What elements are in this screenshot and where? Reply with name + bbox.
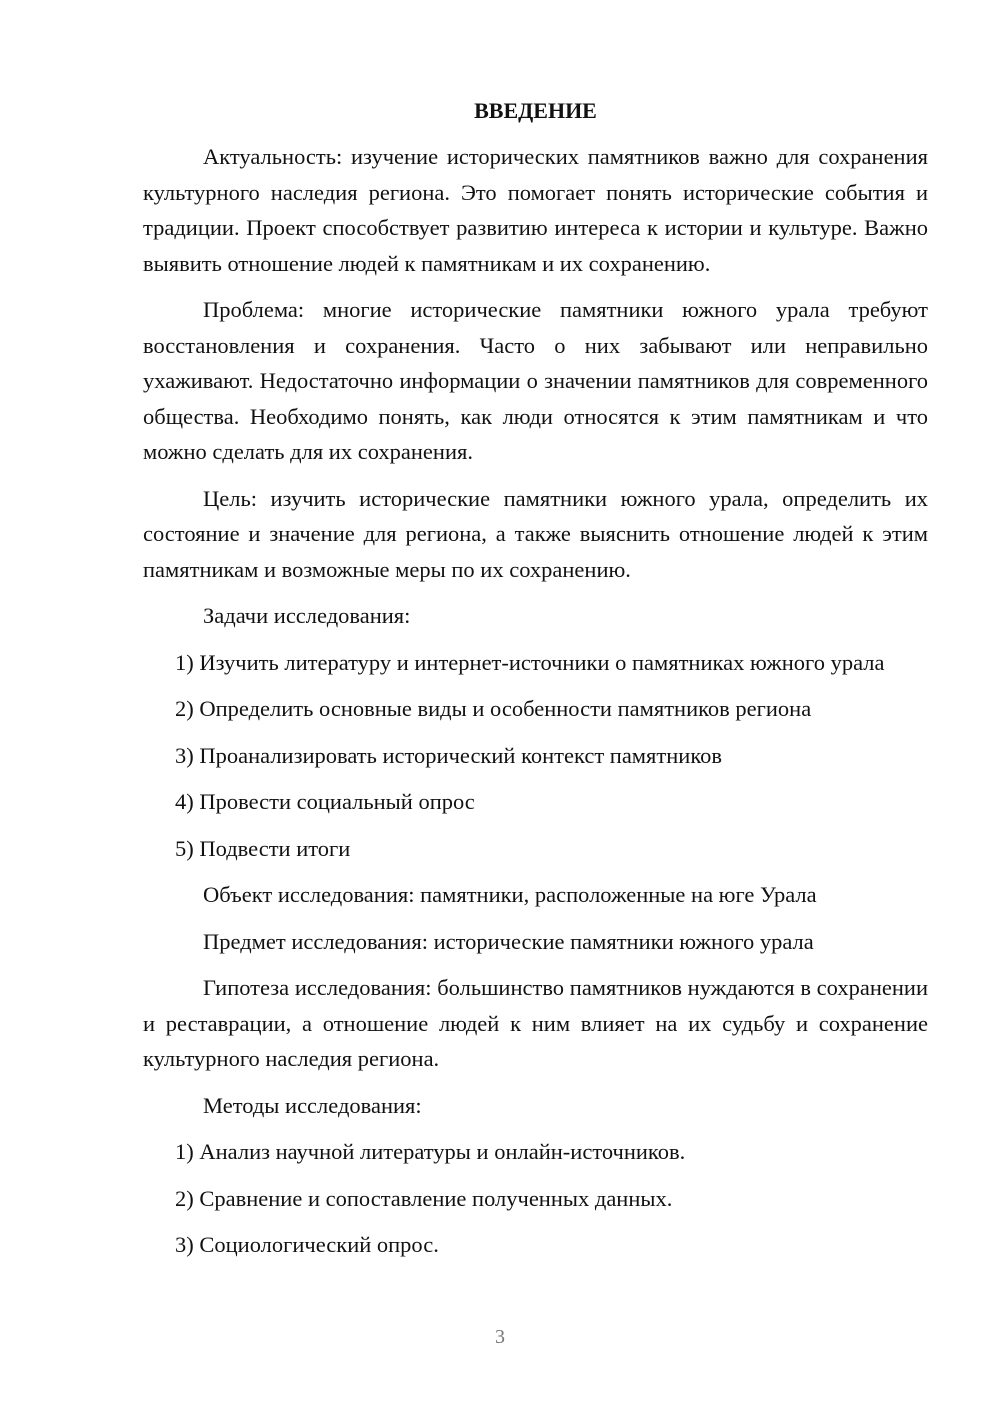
page-content [143,93,928,1274]
method-item: 3) Социологический опрос. [175,1232,439,1257]
tasks-list [143,645,928,867]
page-number: 3 [495,1326,505,1348]
tasks-heading: Задачи исследования: [203,603,411,628]
method-item: 1) Анализ научной литературы и онлайн-источников. [175,1139,686,1164]
task-item: 5) Подвести итоги [175,835,351,861]
task-item: 3) Проанализировать исторический контекст памятников [175,742,722,768]
goal-paragraph: Цель: изучить исторические памятники южного урала, определить их состояние и значение для региона, а также выяснить отношение людей к этим памятникам и возможные меры по их сохранению. [143,485,928,582]
task-item: 1) Изучить литературу и интернет-источники о памятниках южного урала [175,649,885,675]
task-item: 4) Провести социальный опрос [175,789,475,814]
object-paragraph: Объект исследования: памятники, расположенные на юге Урала [203,882,817,907]
method-item: 2) Сравнение и сопоставление полученных данных. [175,1185,673,1211]
methods-heading: Методы исследования: [203,1092,422,1118]
problem-paragraph: Проблема: многие исторические памятники южного урала требуют восстановления и сохранения. Часто о них забывают или неправильно ухаживают. Недостаточно информации о значении памятников для современного общества. Необходимо понять, как люди относятся к этим памятникам и что можно сделать для их сохранения. [143,297,928,464]
subject-paragraph: Предмет исследования: исторические памятники южного урала [203,928,814,954]
task-item: 2) Определить основные виды и особенности памятников региона [175,696,812,721]
page-title: ВВЕДЕНИЕ [474,98,597,123]
relevance-paragraph: Актуальность: изучение исторических памятников важно для сохранения культурного наследия региона. Это помогает понять исторические события и традиции. Проект способствует развитию интереса к истории и культуре. Важно выявить отношение людей к памятникам и их сохранению. [143,144,928,276]
hypothesis-paragraph: Гипотеза исследования: большинство памятников нуждаются в сохранении и реставрации, а отношение людей к ним влияет на их судьбу и сохранение культурного наследия региона. [143,975,928,1071]
methods-list [143,1134,928,1263]
